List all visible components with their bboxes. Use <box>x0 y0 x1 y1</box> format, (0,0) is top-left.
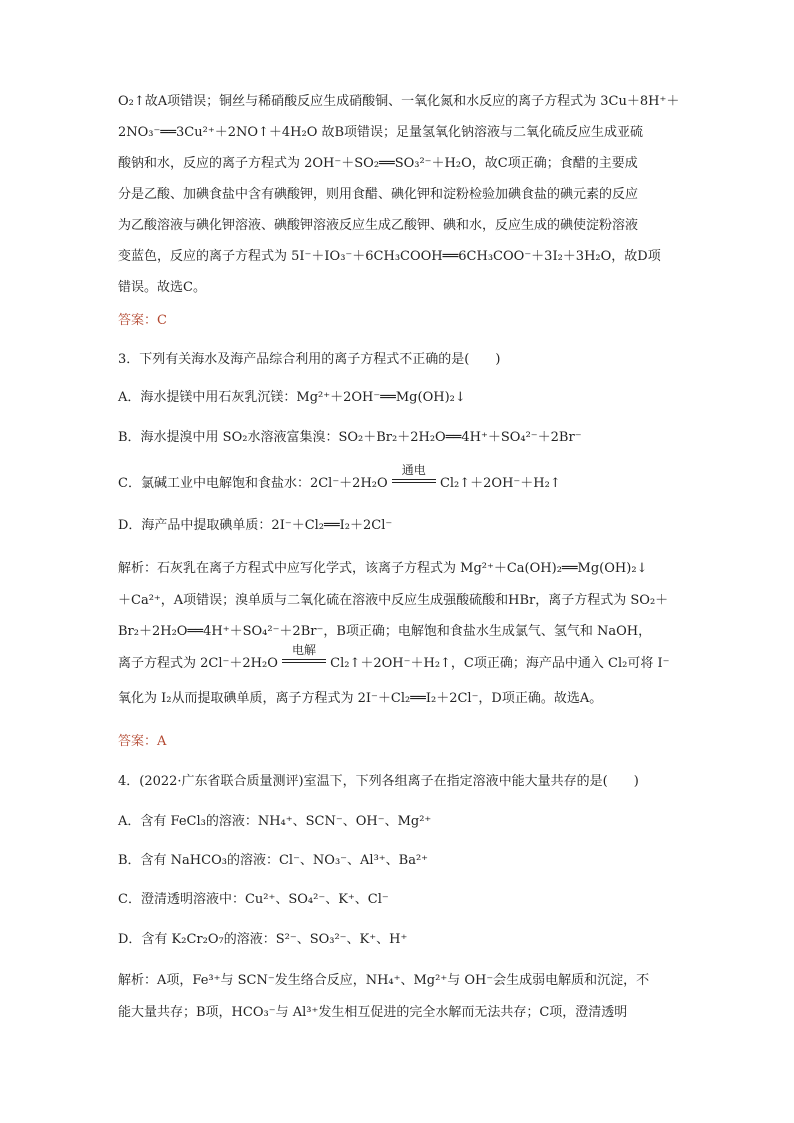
answer-label: 答案： <box>118 734 158 749</box>
question-stem: 3．下列有关海水及海产品综合利用的离子方程式不正确的是( ) <box>118 352 501 367</box>
analysis-text: A项，Fe³⁺与 SCN⁻发生络合反应，NH₄⁺、Mg²⁺与 OH⁻会生成弱电解质和沉淀，不 <box>157 973 650 988</box>
reaction-condition <box>392 463 436 494</box>
option-d: D．含有 K₂Cr₂O₇的溶液：S²⁻、SO₃²⁻、K⁺、H⁺ <box>118 932 408 947</box>
analysis-line: 氧化为 I₂从而提取碘单质，离子方程式为 2I⁻＋Cl₂══I₂＋2Cl⁻，D项正确。故选A。 <box>118 691 603 706</box>
analysis-line <box>118 643 670 674</box>
answer-value: A <box>157 734 167 749</box>
analysis-label: 解析： <box>118 973 158 988</box>
paragraph-line: 分是乙酸、加碘食盐中含有碘酸钾，则用食醋、碘化钾和淀粉检验加碘食盐的碘元素的反应 <box>118 187 639 202</box>
answer-line <box>118 732 166 752</box>
analysis-label: 解析： <box>118 561 158 576</box>
analysis-line <box>118 971 649 991</box>
option-a: A．海水提镁中用石灰乳沉镁：Mg²⁺＋2OH⁻══Mg(OH)₂↓ <box>118 390 466 405</box>
option-c: C．澄清透明溶液中：Cu²⁺、SO₄²⁻、K⁺、Cl⁻ <box>118 892 389 907</box>
option-b: B．海水提溴中用 SO₂水溶液富集溴：SO₂＋Br₂＋2H₂O══4H⁺＋SO₄²⁻＋2Br⁻ <box>118 430 582 445</box>
analysis-text: Cl₂↑＋2OH⁻＋H₂↑，C项正确；海产品中通入 Cl₂可将 I⁻ <box>330 656 670 671</box>
paragraph-line: 酸钠和水，反应的离子方程式为 2OH⁻＋SO₂══SO₃²⁻＋H₂O，故C项正确；食醋的主要成 <box>118 156 638 171</box>
option-c-suffix: Cl₂↑＋2OH⁻＋H₂↑ <box>439 476 561 491</box>
reaction-condition <box>282 643 326 674</box>
option-b: B．含有 NaHCO₃的溶液：Cl⁻、NO₃⁻、Al³⁺、Ba²⁺ <box>118 853 429 868</box>
option-c <box>118 463 561 494</box>
option-a: A．含有 FeCl₃的溶液：NH₄⁺、SCN⁻、OH⁻、Mg²⁺ <box>118 814 432 829</box>
paragraph-line: O₂↑故A项错误；铜丝与稀硝酸反应生成硝酸铜、一氧化氮和水反应的离子方程式为 3Cu＋8H⁺＋ <box>118 94 680 109</box>
paragraph-line: 2NO₃⁻══3Cu²⁺＋2NO↑＋4H₂O 故B项错误；足量氢氧化钠溶液与二氧化硫反应生成亚硫 <box>118 125 644 140</box>
analysis-line: ＋Ca²⁺，A项错误；溴单质与二氧化硫在溶液中反应生成强酸硫酸和HBr，离子方程式为 SO₂＋ <box>118 593 669 608</box>
paragraph-line: 为乙酸溶液与碘化钾溶液、碘酸钾溶液反应生成乙酸钾、碘和水，反应生成的碘使淀粉溶液 <box>118 218 639 233</box>
analysis-text: 石灰乳在离子方程式中应写化学式，该离子方程式为 Mg²⁺＋Ca(OH)₂══Mg(OH)₂↓ <box>157 561 648 576</box>
answer-line <box>118 311 167 331</box>
paragraph-line: 错误。故选C。 <box>118 280 206 295</box>
answer-value: C <box>157 313 167 328</box>
paragraph-line: 变蓝色，反应的离子方程式为 5I⁻＋IO₃⁻＋6CH₃COOH══6CH₃COO⁻＋3I₂＋3H₂O，故D项 <box>118 249 661 264</box>
option-d: D．海产品中提取碘单质：2I⁻＋Cl₂══I₂＋2Cl⁻ <box>118 518 393 533</box>
condition-label: 通电 <box>401 463 426 477</box>
analysis-text: 离子方程式为 2Cl⁻＋2H₂O <box>118 656 278 671</box>
condition-label: 电解 <box>291 643 316 657</box>
analysis-line <box>118 559 647 579</box>
question-stem: 4．(2022·广东省联合质量测评)室温下，下列各组离子在指定溶液中能大量共存的是( ) <box>118 774 639 789</box>
answer-label: 答案： <box>118 313 158 328</box>
analysis-line: 能大量共存；B项，HCO₃⁻与 Al³⁺发生相互促进的完全水解而无法共存；C项，澄清透明 <box>118 1005 628 1020</box>
analysis-line: Br₂＋2H₂O══4H⁺＋SO₄²⁻＋2Br⁻，B项正确；电解饱和食盐水生成氯气、氢气和 NaOH， <box>118 624 652 639</box>
option-c-prefix: C．氯碱工业中电解饱和食盐水：2Cl⁻＋2H₂O <box>118 476 388 491</box>
